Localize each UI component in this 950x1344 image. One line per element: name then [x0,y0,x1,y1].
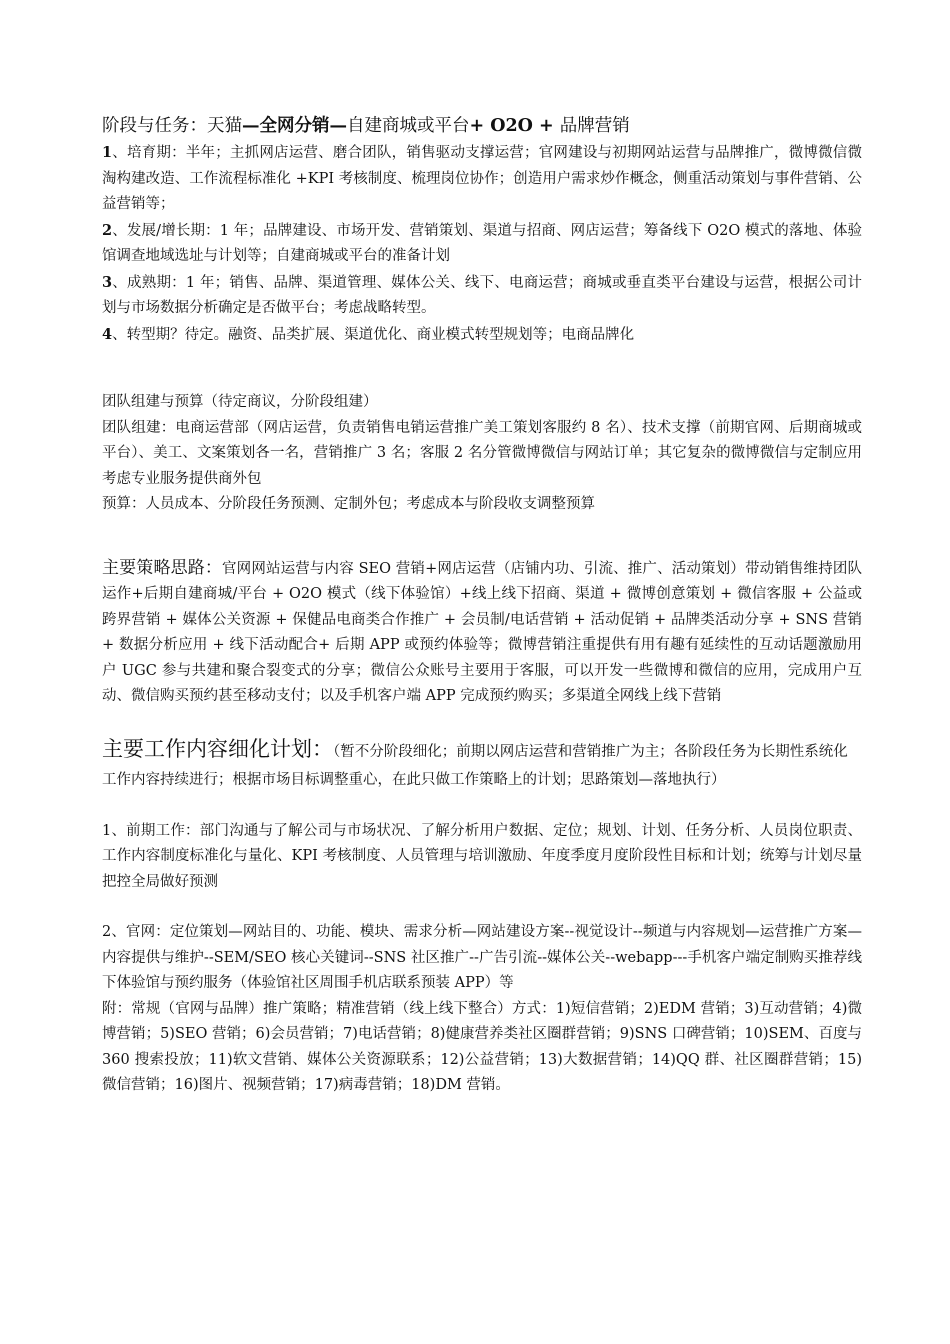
budget-line: 预算：人员成本、分阶段任务预测、定制外包；考虑成本与阶段收支调整预算 [102,496,595,512]
strategy-lead: 主要策略思路： [102,557,223,578]
stages-title: 阶段与任务：天猫—全网分销—自建商城或平台+ O2O + 品牌营销 [102,116,630,136]
document-page [102,112,862,1099]
team-structure: 团队组建：电商运营部（网店运营，负责销售电销运营推广美工策划客服约 8 名）、技术支撑（前期官网、后期商城或平台）、美工、文案策划各一名，营销推广 3 名；客服 2 名分管微博微信与网站订单；其它复杂的微博微信与定制应用考虑专业服务提供商外包 [102,419,862,487]
stage-item: 3、成熟期：1 年；销售、品牌、渠道管理、媒体公关、线下、电商运营；商城或垂直类平台建设与运营，根据公司计划与市场数据分析确定是否做平台；考虑战略转型。 [102,273,862,316]
work-item-website: 2、官网：定位策划—网站目的、功能、模块、需求分析—网站建设方案--视觉设计--频道与内容规划—运营推广方案—内容提供与维护--SEM/SEO 核心关键词--SNS 社区推广--广告引流--媒体公关--webapp---手机客户端定制购买推荐线下体验馆与预约服务（体验馆社区周围手机店联系预装 APP）等 [102,924,862,991]
stage-item: 4、转型期？待定。融资、品类扩展、渠道优化、商业模式转型规划等；电商品牌化 [102,325,635,343]
work-plan-paragraph: 主要工作内容细化计划：（暂不分阶段细化；前期以网店运营和营销推广为主；各阶段任务为长期性系统化工作内容持续进行；根据市场目标调整重心，在此只做工作策略上的计划；思路策划—落地执行） [102,736,848,788]
stage-item: 2、发展/增长期：1 年；品牌建设、市场开发、营销策划、渠道与招商、网店运营；筹备线下 O2O 模式的落地、体验馆调查地域选址与计划等；自建商城或平台的准备计划 [102,221,862,264]
work-item-appendix: 附：常规（官网与品牌）推广策略；精准营销（线上线下整合）方式：1)短信营销；2)EDM 营销；3)互动营销；4)微博营销；5)SEO 营销；6)会员营销；7)电话营销；8)健康营养类社区圈群营销；9)SNS 口碑营销；10)SEM、百度与 360 搜索投放；11)软文营销、媒体公关资源联系；12)公益营销；13)大数据营销；14)QQ 群、社区圈群营销；15)微信营销；16)图片、视频营销；17)病毒营销；18)DM 营销。 [102,1000,862,1093]
team-title: 团队组建与预算（待定商议，分阶段组建） [102,394,378,410]
work-item-preliminary: 1、前期工作：部门沟通与了解公司与市场状况、了解分析用户数据、定位；规划、计划、任务分析、人员岗位职责、工作内容制度标准化与量化、KPI 考核制度、人员管理与培训激励、年度季度月度阶段性目标和计划；统筹与计划尽量把控全局做好预测 [102,822,862,890]
work-plan-lead: 主要工作内容细化计划： [102,736,333,761]
strategy-paragraph: 主要策略思路：官网网站运营与内容 SEO 营销+网店运营（店铺内功、引流、推广、活动策划）带动销售维持团队运作+后期自建商城/平台 + O2O 模式（线下体验馆）+线上线下招商、渠道 + 微博创意策划 + 微信客服 + 公益或跨界营销 + 媒体公关资源 + 保健品电商类合作推广 + 会员制/电话营销 + 活动促销 + 品牌类活动分享 + SNS 营销 + 数据分析应用 + 线下活动配合+ 后期 APP 或预约体验等；微博营销注重提供有用有趣有延续性的互动话题激励用户 UGC 参与共建和聚合裂变式的分享；微信公众账号主要用于客服，可以开发一些微博和微信的应用，完成用户互动、微信购买预约甚至移动支付；以及手机客户端 APP 完成预约购买；多渠道全网线上线下营销 [102,557,862,704]
stage-item: 1、培育期：半年；主抓网店运营、磨合团队，销售驱动支撑运营；官网建设与初期网站运营与品牌推广，微博微信微淘构建改造、工作流程标准化 +KPI 考核制度、梳理岗位协作；创造用户需求炒作概念，侧重活动策划与事件营销、公益营销等； [102,144,862,212]
